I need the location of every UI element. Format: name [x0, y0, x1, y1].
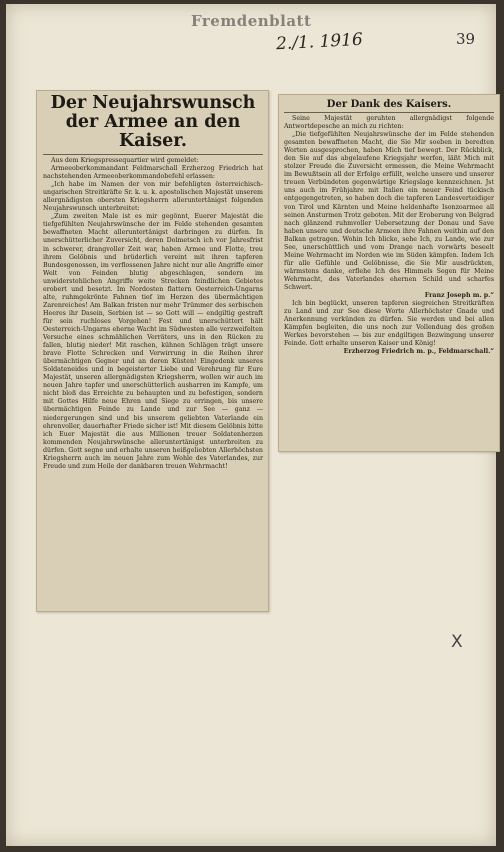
paragraph: Armeeoberkommandant Feldmarschall Erzherzog Friedrich hat nachstehenden Armeeoberkommandobefehl erlassen: [43, 165, 263, 181]
article-title: Der Neujahrswunsch der Armee an den Kaiser. [50, 93, 256, 151]
margin-mark: X [451, 632, 463, 652]
signature: Franz Joseph m. p.“ [424, 292, 494, 300]
page-number: 39 [456, 30, 476, 48]
paragraph: „Die tiefgefühlten Neujahrswünsche der im Felde stehenden gesamten bewaffneten Macht, die Sie Mir soeben in beredten Worten ausgesprochen, haben Mich tief bewegt. Der Rückblick, den Sie auf das abgelaufene Kriegsjahr werfen, läßt Mich mit stolzer Freude die Zuversicht ermessen, die Meine Wehrmacht im Bewußtsein all der Erfolge erfüllt, welche unsere und unserer treuen Verbündeten gegenwärtige Kriegslage kennzeichnen. Jst uns auch im Frühjahre mit Italien ein neuer Feind tückisch entgegengetreten, so haben doch die tapferen Landesverteidiger von Tirol und Kärnten und Meine heldenhafte Isonzoarmee all seinen Ansturmen Trotz geboten. Mit der Eroberung von Belgrad nach glänzend ruhmvoller Uebersetzung der Donau und Save haben unsere und deutsche Armeen ihre Fahnen weithin auf den Balkan getragen. Wohin Ich blicke, sehe Ich, zu Lande, wie zur See, unerschüttlich und vom Drange nach vorwärts beseelt Meine Wehrmacht im Norden wie im Süden kämpfen. Indem Ich für alle Gefühle und Gelöbnisse, die Sie Mir ausdrückten, wärmstens danke, erflehe Ich des Himmels Segen für Meine Wehrmacht, des Vaterlandes ehernen Schild und scharfes Schwert. [284, 131, 494, 291]
divider [43, 154, 263, 155]
article-title: Der Dank des Kaisers. [326, 99, 452, 110]
paragraph: „Zum zweiten Male ist es mir gegönnt, Euerer Majestät die tiefgefühlten Neujahrswünsche der im Felde stehenden gesamten bewaffneten Macht alleruntertänigst darbringen zu dürfen. In unerschütterlicher Zuversicht, deren Dolmetsch ich vor Jahresfrist in schwerer, drangvoller Zeit war, haben Armee und Flotte, treu ihrem Gelöbnis und brüderlich vereint mit ihren tapferen Bundesgenossen, im verflossenen Jahre nicht nur alle Angriffe einer Welt von Feinden blutig abgeschlagen, sondern im unwiderstehlichen Angriffe weite Strecken feindlichen Gebietes erobert und besetzt. Im Nordosten flattern Oesterreich-Ungarns alte, ruhmgekrönte Fahnen tief im Herzen des übermächtigen Zarenreiches! Am Balkan fristen nur mehr Trümmer des serbischen Heeres ihr Dasein, Serbien ist — so Gott will — endgiltig gestraft für sein ruchloses Vorgehen! Fest und unerschüttert hält Oesterreich-Ungarns eherne Wacht im Südwesten alle verzweifelten Versuche eines schmählichen Verräters, uns in den Rücken zu fallen, blutig nieder! Mit raschen, kühnen Schlägen trägt unsere brave Flotte Schrecken und Verwirrung in die Reihen ihrer übermächtigen Gegner und an deren Küsten! Eingedenk unseres Soldateneides und in begeisterter Liebe und Verehrung für Eure Majestät, unseren allergnädigsten Kriegsherrn, wollen wir auch im neuen Jahre tapfer und unerschütterlich ausharren im Kampfe, um nicht bloß das Erreichte zu behaupten und zu befestigen, sondern mit Gottes Hilfe neue Ehren und Siege zu erringen, bis unsere übermächtigen Feinde zu Lande und zur See — ganz — niedergerungen sind und bis unserem geliebten Vaterlande ein ehrenvoller, dauerhafter Friede sicher ist! Mit diesem Gelöbnis bitte ich Euer Majestät die aus Millionen treuer Soldatenherzen kommenden Neujahrswünsche alleruntertänigst unterbreiten zu dürfen. Gott segne und erhalte unseren heißgeliebten Allerhöchsten Kriegsherrn auch im neuen Jahre zum Wohle des Vaterlandes, zur Freude und zum Heile der dankbaren treuen Wehrmacht! [43, 213, 263, 470]
divider [284, 112, 494, 113]
clipping-neujahrswunsch [36, 90, 269, 612]
intro-paragraph: Seine Majestät geruhten allergnädigst folgende Antwortdepesche an mich zu richten: [284, 115, 494, 131]
signature: Erzherzog Friedrich m. p., Feldmarschall.“ [343, 348, 494, 356]
newspaper-stamp: Fremdenblatt [191, 12, 312, 30]
paragraph: Aus dem Kriegspressequartier wird gemeldet: [51, 157, 199, 164]
handwritten-date: 2./1. 1916 [275, 29, 364, 55]
clipping-dank-des-kaisers [278, 94, 500, 452]
paragraph: Ich bin beglückt, unseren tapferen siegreichen Streitkräften zu Land und zur See diese Worte Allerhöchster Gnade und Anerkennung verkünden zu dürfen. Sie werden und bei allen Kämpfen begleiten, die uns noch zur Vollendung des großen Werkes bevorstehen — bis zur endgiltigen Bezwingung unserer Feinde. Gott erhalte unseren Kaiser und König! [284, 300, 494, 348]
archive-page [6, 4, 496, 846]
paragraph: „Ich habe im Namen der von mir befehligten österreichisch-ungarischen Streitkräfte Sr. k. u. k. apostolischen Majestät unserem allergnädigsten obersten Kriegsherrn alleruntertänigst folgenden Neujahrswunsch unterbreitet: [43, 181, 263, 213]
